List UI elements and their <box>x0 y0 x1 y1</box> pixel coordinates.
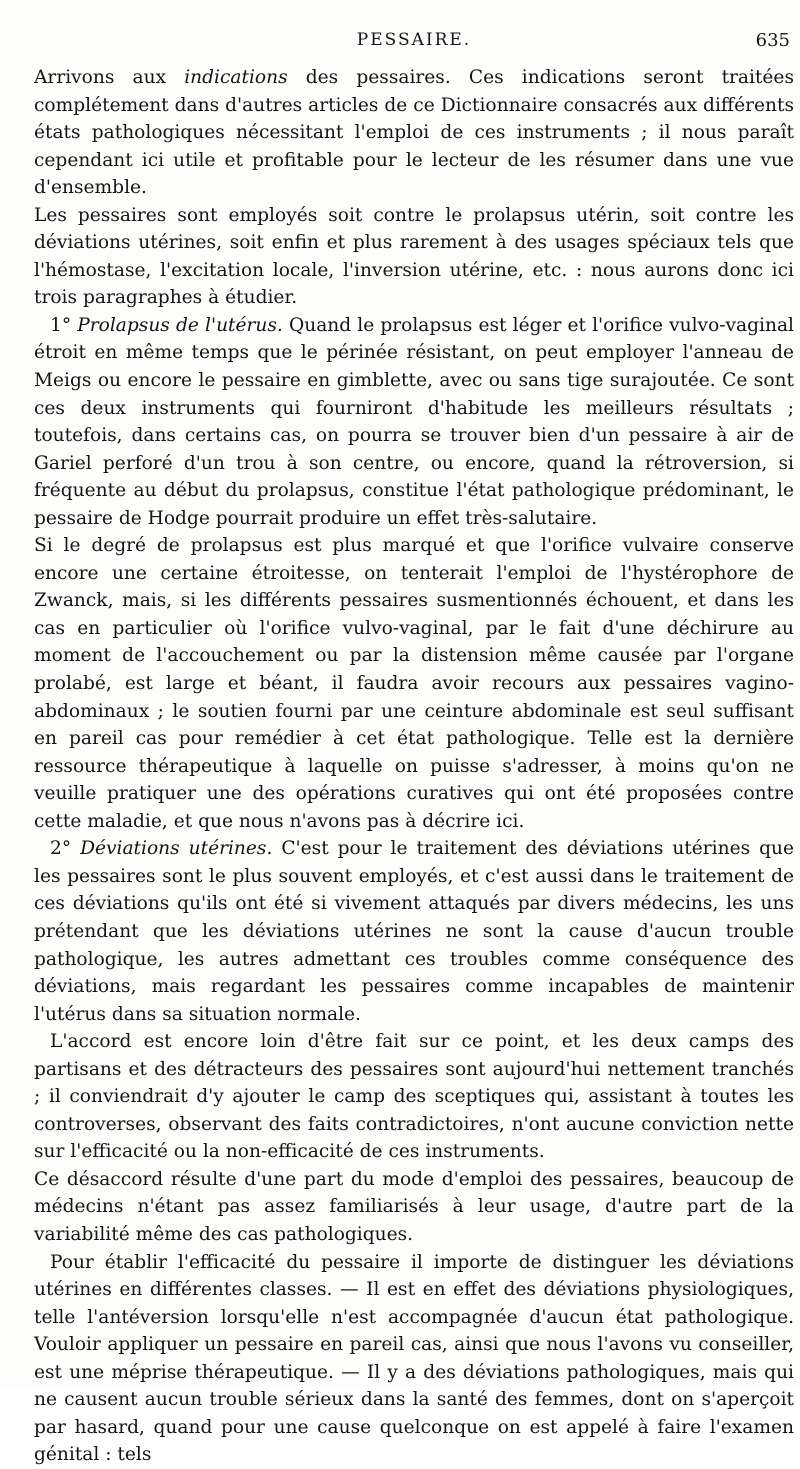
paragraph-text: Les pessaires sont employés soit contre le prolapsus utérin, soit contre les déviations utérines, soit enfin et plus rarement à des usages spéciaux tels que l'hémostase, l'excitation locale, l'inversion utérine, etc. : nous aurons donc ici trois paragraphes à étudier. <box>34 204 794 309</box>
section-number: 1° <box>50 314 78 336</box>
page-header <box>34 30 794 56</box>
paragraph-text: C'est pour le traitement des déviations utérines que les pessaires sont le plus souvent employés, et c'est aussi dans le traitement de ces déviations qu'ils ont été si vivement attaqués par divers médecins, les uns prétendant que les déviations utérines ne sont la cause d'aucun trouble pathologique, les autres admettant ces troubles comme conséquence des déviations, mais regardant les pessaires comme incapables de maintenir l'utérus dans sa situation normale. <box>34 838 794 1025</box>
paragraph-accord <box>34 1028 794 1166</box>
paragraph-text: Si le degré de prolapsus est plus marqué et que l'orifice vulvaire conserve encore une certaine étroitesse, on tenterait l'emploi de l'hystérophore de Zwanck, mais, si les différents pessaires susmentionnés échouent, et dans les cas en particulier où l'orifice vulvo-vaginal, par le fait d'une déchirure au moment de l'accouchement ou par la distension même causée par l'organe prolabé, est large et béant, il faudra avoir recours aux pessaires vagino-abdominaux ; le soutien fourni par une ceinture abdominale est seul suffisant en pareil cas pour remédier à cet état pathologique. Telle est la dernière ressource thérapeutique à laquelle on puisse s'adresser, à moins qu'on ne veuille pratiquer une des opérations curatives qui ont été proposées contre cette maladie, et que nous n'avons pas à décrire ici. <box>34 535 794 832</box>
section-heading-prolapsus: Prolapsus de l'utérus. <box>77 314 283 336</box>
paragraph-text: Ce désaccord résulte d'une part du mode d'emploi des pessaires, beaucoup de médecins n'étant pas assez familiarisés à leur usage, d'autre part de la variabilité même des cas pathologiques. <box>34 1168 794 1245</box>
emphasis-indications: indications <box>184 67 288 88</box>
paragraph-deviations <box>34 835 794 1028</box>
paragraph-efficacite <box>34 1249 794 1469</box>
paragraph-text: Quand le prolapsus est léger et l'orifice vulvo-vaginal étroit en même temps que le périnée résistant, on peut employer l'anneau de Meigs ou encore le pessaire en gimblette, avec ou sans tige surajoutée. Ce sont ces deux instruments qui fourniront d'habitude les meilleurs résultats ; toutefois, dans certains cas, on pourra se trouver bien d'un pessaire à air de Gariel perforé d'un trou à son centre, ou encore, quand la rétroversion, si fréquente au début du prolapsus, constitue l'état pathologique prédominant, le pessaire de Hodge pourrait produire un effet très-salutaire. <box>34 314 794 529</box>
page-number: 635 <box>755 30 790 51</box>
paragraph-prolapsus <box>34 312 794 532</box>
section-heading-deviations: Déviations utérines. <box>80 838 273 860</box>
body-text <box>34 64 794 1469</box>
paragraph-desaccord <box>34 1166 794 1249</box>
paragraph-text: des pessaires. Ces indications seront traitées complétement dans d'autres articles de ce Dictionnaire consacrés aux différents états pathologiques nécessitant l'emploi de ces instruments ; il nous paraît cependant ici utile et profitable pour le lecteur de les résumer dans une vue d'ensemble. <box>34 67 794 199</box>
paragraph-indications <box>34 64 794 202</box>
paragraph-text: L'accord est encore loin d'être fait sur ce point, et les deux camps des partisans et des détracteurs des pessaires sont aujourd'hui nettement tranchés ; il conviendrait d'y ajouter le camp des sceptiques qui, assistant à toutes les controverses, observant des faits contradictoires, n'ont aucune conviction nette sur l'efficacité ou la non-efficacité de ces instruments. <box>34 1031 794 1163</box>
paragraph-uses <box>34 202 794 312</box>
paragraph-lead: Arrivons aux <box>34 67 185 88</box>
paragraph-text: Pour établir l'efficacité du pessaire il importe de distinguer les déviations utérines en différentes classes. — Il est en effet des déviations physiologiques, telle l'antéversion lorsqu'elle n'est accompagnée d'aucun état pathologique. Vouloir appliquer un pessaire en pareil cas, ainsi que nous l'avons vu conseiller, est une méprise thérapeutique. — Il y a des déviations pathologiques, mais qui ne causent aucun trouble sérieux dans la santé des femmes, dont on s'aperçoit par hasard, quand pour une cause quelconque on est appelé à faire l'examen génital : tels <box>34 1251 794 1466</box>
running-head: PESSAIRE. <box>356 30 472 50</box>
paragraph-prolapsus-severe <box>34 532 794 835</box>
section-number: 2° <box>50 838 81 860</box>
